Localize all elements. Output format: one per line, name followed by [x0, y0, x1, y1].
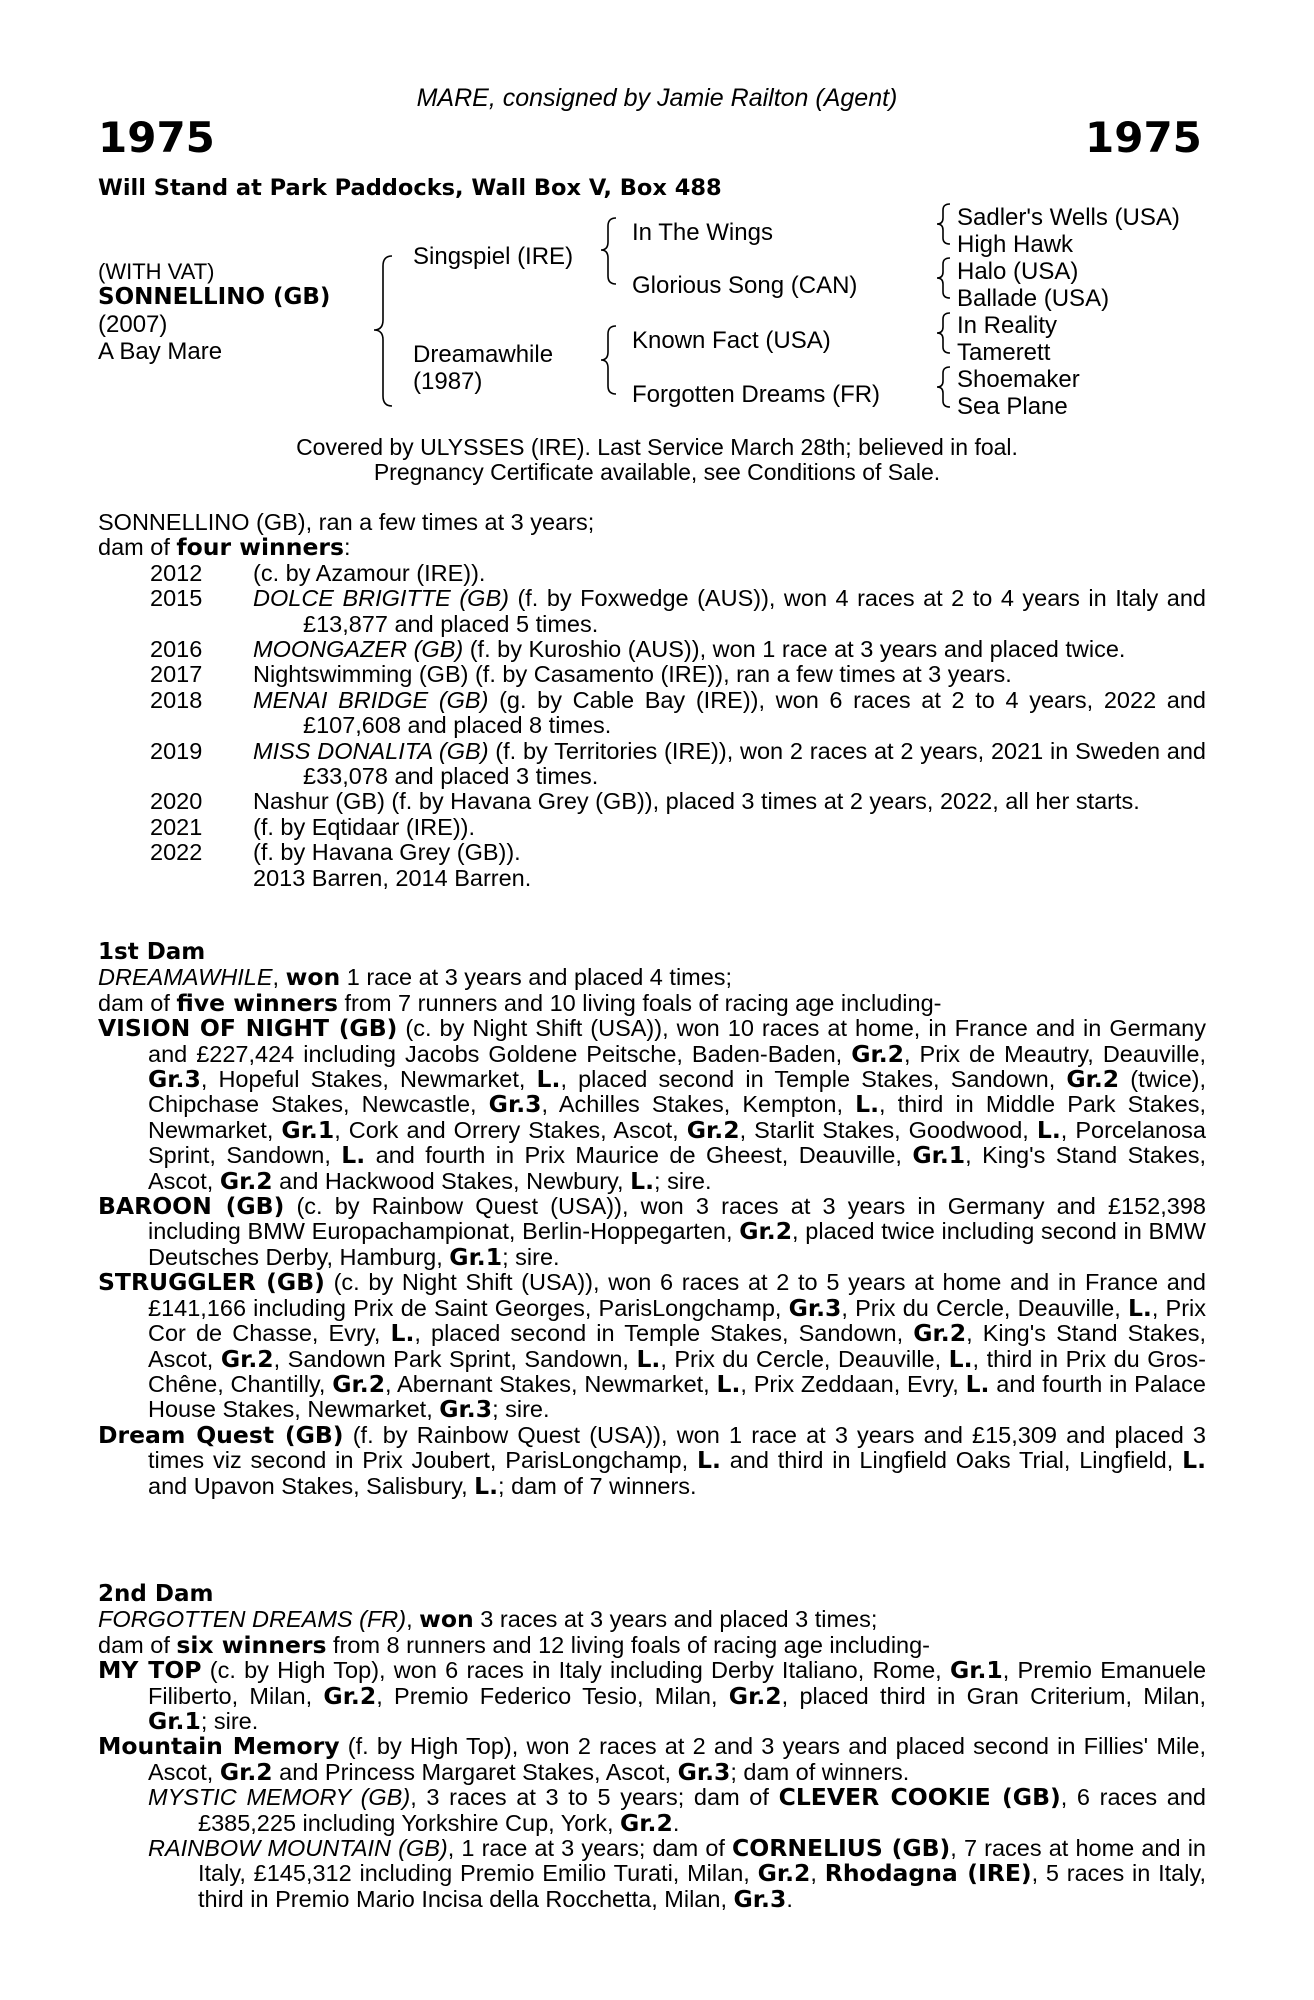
progeny-year: 2012	[150, 559, 203, 586]
first-dam-line-1: DREAMAWHILE, won 1 race at 3 years and placed 4 times;	[98, 963, 733, 992]
first-dam-section	[98, 940, 1206, 1499]
second-dam-line-1: FORGOTTEN DREAMS (FR), won 3 races at 3 years and placed 3 times;	[98, 1605, 878, 1634]
progeny-text: MOONGAZER (GB) (f. by Kuroshio (AUS)), won 1 race at 3 years and placed twice.	[253, 636, 1126, 663]
produce-mountain-memory: Mountain Memory (f. by High Top), won 2 races at 2 and 3 years and placed second in Fillies' Mile, Ascot, Gr.2 and Princess Margaret Stakes, Ascot, Gr.3; dam of winners.	[98, 1732, 1206, 1786]
brace-sire	[601, 218, 616, 284]
progeny-row	[98, 739, 1206, 790]
progeny-text: MISS DONALITA (GB) (f. by Territories (IRE)), won 2 races at 2 years, 2021 in Sweden and £33,078 and placed 3 times.	[253, 737, 1206, 790]
lot-number-left: 1975	[98, 113, 215, 162]
ancestor-dds: Shoemaker	[957, 366, 1080, 393]
first-dam-name: DREAMAWHILE	[98, 964, 273, 991]
brace-ds	[937, 313, 950, 353]
progeny-row	[98, 662, 1206, 687]
progeny-list	[98, 561, 1206, 891]
progeny-text: MENAI BRIDGE (GB) (g. by Cable Bay (IRE)), won 6 races at 2 to 4 years, 2022 and £107,608 and placed 8 times.	[253, 686, 1207, 739]
progeny-text: (f. by Eqtidaar (IRE)).	[253, 813, 475, 840]
progeny-row	[98, 789, 1206, 814]
covered-line-2: Pregnancy Certificate available, see Conditions of Sale.	[373, 459, 941, 485]
produce-record	[98, 510, 1206, 891]
progeny-year: 2018	[150, 686, 203, 713]
vat-note: (WITH VAT)	[98, 259, 215, 284]
dam-dam: Forgotten Dreams (FR)	[632, 381, 881, 408]
brace-ss	[937, 204, 950, 244]
progeny-row	[98, 586, 1206, 637]
brace-dam	[601, 326, 616, 394]
progeny-row	[98, 866, 1206, 891]
produce-my-top: MY TOP (c. by High Top), won 6 races in Italy including Derby Italiano, Rome, Gr.1, Premio Emanuele Filiberto, Milan, Gr.2, Premio Federico Tesio, Milan, Gr.2, placed third in Gran Criterium, Milan, Gr.1; sire.	[98, 1656, 1207, 1736]
progeny-name: DOLCE BRIGITTE (GB)	[253, 585, 509, 612]
progeny-text: (c. by Azamour (IRE)).	[253, 559, 486, 586]
horse-description: A Bay Mare	[98, 338, 223, 365]
second-dam-line-2: dam of six winners from 8 runners and 12 living foals of racing age including-	[98, 1630, 931, 1659]
progeny-year: 2020	[150, 788, 203, 815]
progeny-text: 2013 Barren, 2014 Barren.	[253, 864, 532, 891]
progeny-year: 2015	[150, 585, 203, 612]
produce-dream-quest: Dream Quest (GB) (f. by Rainbow Quest (USA)), won 1 race at 3 years and £15,309 and placed 3 times viz second in Prix Joubert, ParisLongchamp, L. and third in Lingfield Oaks Trial, Lingfield, L. and Upavon Stakes, Salisbury, L.; dam of 7 winners.	[98, 1420, 1207, 1500]
produce-vision-of-night: VISION OF NIGHT (GB) (c. by Night Shift (USA)), won 10 races at home, in France and in Germany and £227,424 including Jacobs Goldene Peitsche, Baden-Baden, Gr.2, Prix de Meautry, Deauville, Gr.3, Hopeful Stakes, Newmarket, L., placed second in Temple Stakes, Sandown, Gr.2 (twice), Chipchase Stakes, Newcastle, Gr.3, Achilles Stakes, Kempton, L., third in Middle Park Stakes, Newmarket, Gr.1, Cork and Orrery Stakes, Ascot, Gr.2, Starlit Stakes, Goodwood, L., Porcelanosa Sprint, Sandown, L. and fourth in Prix Maurice de Gheest, Deauville, Gr.1, King's Stand Stakes, Ascot, Gr.2 and Hackwood Stakes, Newbury, L.; sire.	[98, 1014, 1207, 1195]
brace-sd	[937, 258, 950, 298]
ancestor-dsd: Tamerett	[957, 339, 1051, 366]
progeny-name: MOONGAZER (GB)	[253, 636, 464, 663]
sire-name: Singspiel (IRE)	[413, 243, 574, 270]
ancestor-dss: In Reality	[957, 312, 1058, 339]
progeny-row	[98, 840, 1206, 865]
sire-sire: In The Wings	[632, 219, 773, 246]
progeny-row	[98, 688, 1206, 739]
second-dam-name: FORGOTTEN DREAMS (FR)	[98, 1606, 407, 1633]
covered-note	[0, 435, 1314, 485]
horse-year: (2007)	[98, 311, 168, 338]
brace-dd	[937, 367, 950, 407]
produce-rainbow-mountain: RAINBOW MOUNTAIN (GB), 1 race at 3 years; dam of CORNELIUS (GB), 7 races at home and in Italy, £145,312 including Premio Emilio Turati, Milan, Gr.2, Rhodagna (IRE), 5 races in Italy, third in Premio Mario Incisa della Rocchetta, Milan, Gr.3.	[148, 1834, 1206, 1913]
covered-line-1: Covered by ULYSSES (IRE). Last Service March 28th; believed in foal.	[296, 434, 1018, 460]
progeny-text: Nashur (GB) (f. by Havana Grey (GB)), placed 3 times at 2 years, 2022, all her starts.	[253, 788, 1140, 815]
progeny-name: MENAI BRIDGE (GB)	[253, 686, 489, 713]
sire-dam: Glorious Song (CAN)	[632, 272, 858, 299]
ancestor-sds: Halo (USA)	[957, 258, 1079, 285]
progeny-year: 2019	[150, 737, 203, 764]
progeny-year: 2017	[150, 661, 203, 688]
horse-name: SONNELLINO (GB)	[98, 284, 331, 310]
brace-main	[374, 256, 392, 406]
intro-line-2: dam of four winners:	[98, 533, 351, 562]
ancestor-ssd: High Hawk	[957, 231, 1074, 258]
progeny-year: 2022	[150, 839, 203, 866]
progeny-name: MISS DONALITA (GB)	[253, 737, 489, 764]
ancestor-ddd: Sea Plane	[957, 393, 1068, 420]
produce-baroon: BAROON (GB) (c. by Rainbow Quest (USA)), won 3 races at 3 years in Germany and £152,398 including BMW Europachampionat, Berlin-Hoppegarten, Gr.2, placed twice including second in BMW Deutsches Derby, Hamburg, Gr.1; sire.	[98, 1192, 1206, 1271]
second-dam-heading: 2nd Dam	[98, 1581, 214, 1607]
ancestor-sss: Sadler's Wells (USA)	[957, 204, 1180, 231]
second-dam-section	[98, 1582, 1206, 1912]
progeny-text: DOLCE BRIGITTE (GB) (f. by Foxwedge (AUS)), won 4 races at 2 to 4 years in Italy and £13,877 and placed 5 times.	[253, 585, 1206, 637]
progeny-year: 2016	[150, 636, 203, 663]
intro-line-1: SONNELLINO (GB), ran a few times at 3 years;	[98, 509, 595, 535]
ancestor-sdd: Ballade (USA)	[957, 285, 1110, 312]
lot-number-right: 1975	[1085, 113, 1202, 162]
progeny-year: 2021	[150, 813, 203, 840]
first-dam-line-2: dam of five winners from 7 runners and 10 living foals of racing age including-	[98, 988, 942, 1017]
produce-struggler: STRUGGLER (GB) (c. by Night Shift (USA)), won 6 races at 2 to 5 years at home and in France and £141,166 including Prix de Saint Georges, ParisLongchamp, Gr.3, Prix du Cercle, Deauville, L., Prix Cor de Chasse, Evry, L., placed second in Temple Stakes, Sandown, Gr.2, King's Stand Stakes, Ascot, Gr.2, Sandown Park Sprint, Sandown, L., Prix du Cercle, Deauville, L., third in Prix du Gros-Chêne, Chantilly, Gr.2, Abernant Stakes, Newmarket, L., Prix Zeddaan, Evry, L. and fourth in Palace House Stakes, Newmarket, Gr.3; sire.	[98, 1268, 1207, 1424]
dam-name: Dreamawhile	[413, 341, 554, 368]
progeny-text: Nightswimming (GB) (f. by Casamento (IRE)), ran a few times at 3 years.	[253, 661, 1012, 688]
progeny-row	[98, 637, 1206, 662]
progeny-text: (f. by Havana Grey (GB)).	[253, 839, 521, 866]
progeny-row	[98, 815, 1206, 840]
first-dam-heading: 1st Dam	[98, 939, 206, 965]
stand-location: Will Stand at Park Paddocks, Wall Box V, Box 488	[98, 175, 722, 201]
dam-sire: Known Fact (USA)	[632, 327, 831, 354]
progeny-row	[98, 561, 1206, 586]
dam-year: (1987)	[413, 368, 483, 395]
consignor-line: MARE, consigned by Jamie Railton (Agent)	[416, 84, 898, 112]
produce-mystic-memory: MYSTIC MEMORY (GB), 3 races at 3 to 5 years; dam of CLEVER COOKIE (GB), 6 races and £385,225 including Yorkshire Cup, York, Gr.2.	[148, 1783, 1206, 1837]
